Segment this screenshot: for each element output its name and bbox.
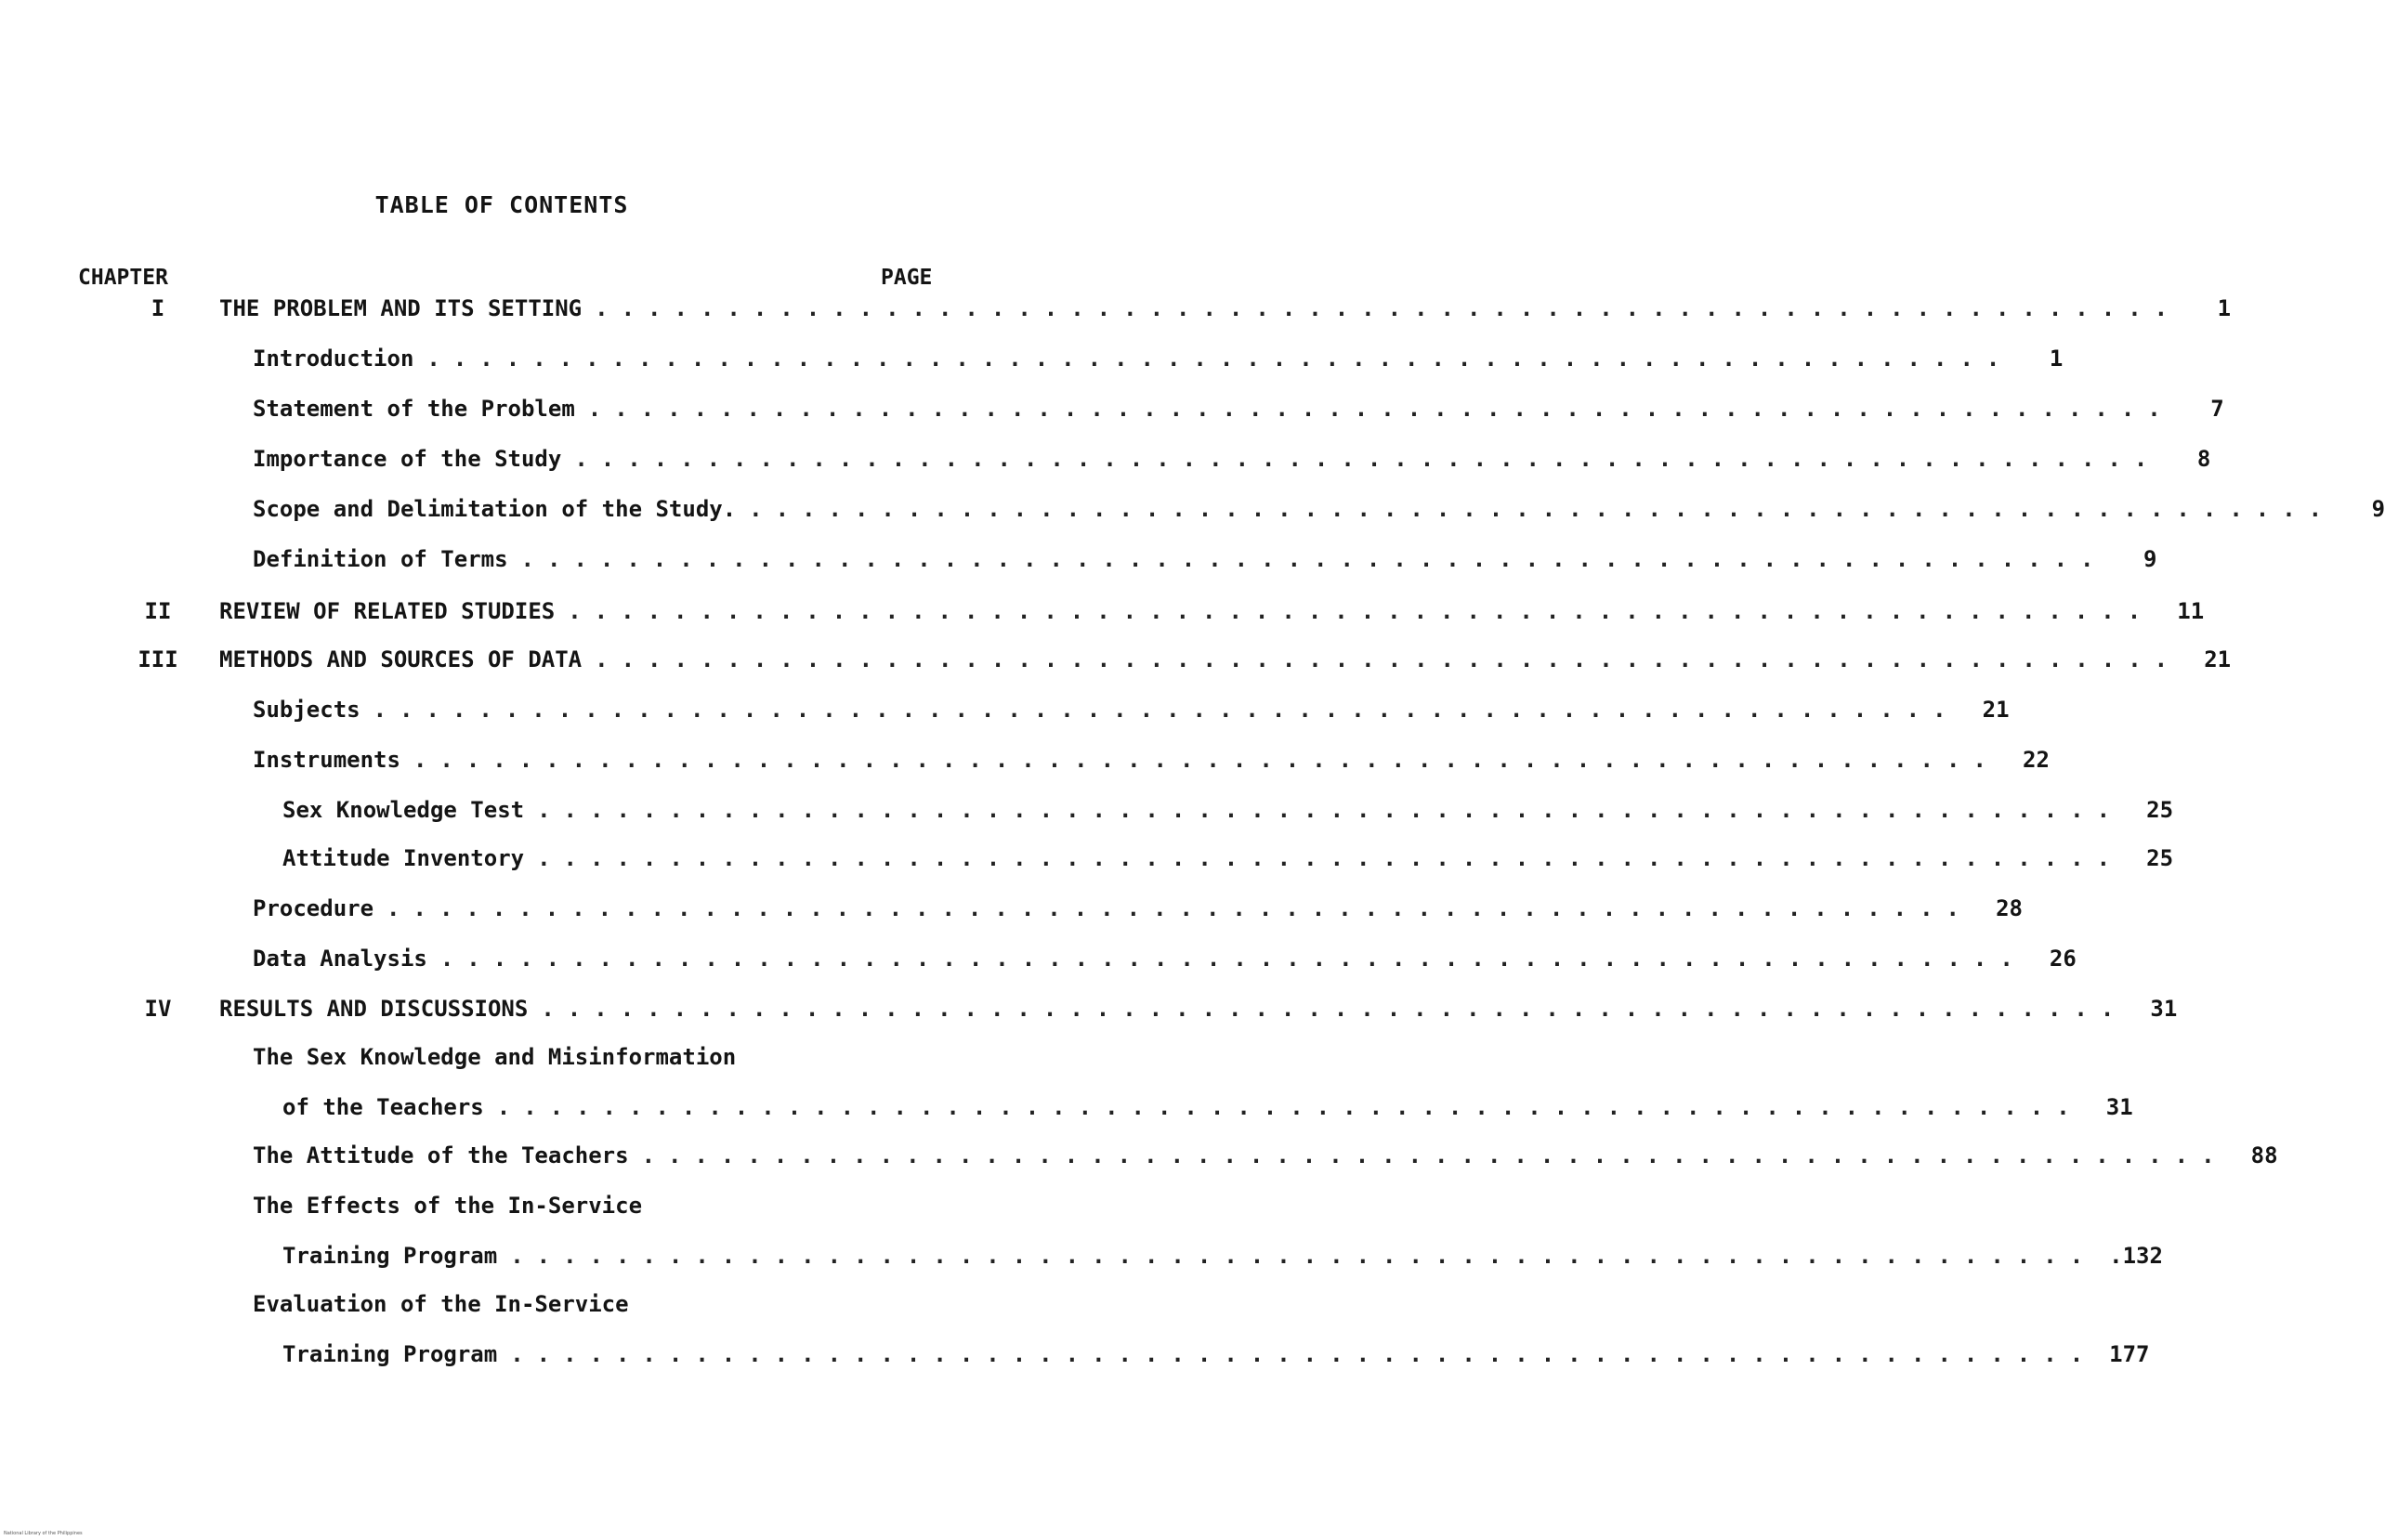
toc-row (0, 845, 2174, 882)
toc-page-number: 9 (2143, 546, 2157, 572)
toc-row (0, 496, 2385, 533)
toc-row (0, 646, 2232, 684)
dot-leader: ............................................................ (537, 797, 2124, 823)
dot-leader: ............................................................ (439, 946, 2026, 972)
dot-leader: ............................................................ (595, 295, 2182, 321)
toc-row (0, 697, 2010, 734)
toc-row (0, 1044, 929, 1081)
toc-entry-label: Sex Knowledge Test (282, 797, 525, 823)
toc-row (0, 1142, 2278, 1180)
chapter-number: II (144, 598, 172, 624)
toc-entry-label: Definition of Terms (253, 546, 508, 572)
toc-entry-label: of the Teachers (282, 1094, 484, 1120)
toc-row (0, 546, 2157, 583)
chapter-number: IV (144, 996, 172, 1022)
toc-row (0, 946, 2077, 983)
chapter-column-header: CHAPTER (78, 266, 168, 290)
chapter-number: III (138, 646, 178, 672)
toc-page-number: 1 (2049, 346, 2064, 372)
toc-page-number: 21 (2204, 646, 2232, 672)
toc-entry-label: Attitude Inventory (282, 845, 525, 871)
toc-page-number: 31 (2150, 996, 2178, 1022)
toc-row (0, 747, 2050, 784)
page-column-header: PAGE (881, 266, 933, 290)
toc-row (0, 1094, 2133, 1131)
toc-page-number: 26 (2049, 946, 2077, 972)
toc-row (0, 446, 2211, 483)
footer-text: National Library of the Philippines (4, 1531, 83, 1536)
toc-entry-label: Training Program (282, 1243, 498, 1269)
toc-entry-label: Procedure (253, 895, 374, 921)
toc-page-number: 31 (2105, 1094, 2133, 1120)
toc-row (0, 598, 2205, 635)
toc-page-number: 28 (1996, 895, 2023, 921)
toc-entry-label: Scope and Delimitation of the Study. (253, 496, 737, 522)
dot-leader: ............................................................ (426, 346, 2013, 372)
dot-leader: ............................................................ (541, 996, 2128, 1022)
toc-entry-label: Evaluation of the In-Service (253, 1291, 629, 1317)
toc-page-number: .132 (2109, 1243, 2163, 1269)
dot-leader: ............................................................ (568, 598, 2155, 624)
toc-row (0, 895, 2023, 933)
toc-row (0, 295, 2232, 333)
toc-page-number: 9 (2371, 496, 2385, 522)
toc-row (0, 1341, 2150, 1378)
toc-row (0, 797, 2174, 834)
toc-page-number: 25 (2146, 845, 2174, 871)
toc-entry-label: Introduction (253, 346, 414, 372)
toc-page-number: 21 (1982, 697, 2010, 723)
chapter-number: I (151, 295, 165, 321)
toc-entry-label: REVIEW OF RELATED STUDIES (219, 598, 556, 624)
toc-entry-label: The Attitude of the Teachers (253, 1142, 629, 1168)
dot-leader: ............................................................ (587, 396, 2174, 422)
toc-entry-label: The Sex Knowledge and Misinformation (253, 1044, 737, 1070)
page-title: TABLE OF CONTENTS (374, 191, 629, 218)
toc-entry-label: Subjects (253, 697, 360, 723)
toc-row (0, 396, 2224, 433)
dot-leader: ............................................................ (510, 1341, 2097, 1367)
dot-leader: ............................................................ (574, 446, 2161, 472)
toc-entry-label: METHODS AND SOURCES OF DATA (219, 646, 583, 672)
dot-leader: ............................................................ (510, 1243, 2097, 1269)
dot-leader: ............................................................ (537, 845, 2124, 871)
toc-page-number: 11 (2177, 598, 2205, 624)
toc-entry-label: Training Program (282, 1341, 498, 1367)
toc-page-number: 22 (2023, 747, 2050, 773)
dot-leader: ............................................................ (496, 1094, 2083, 1120)
toc-row (0, 1193, 929, 1230)
dot-leader: ............................................................ (373, 697, 1959, 723)
toc-page-number: 8 (2196, 446, 2211, 472)
toc-row (0, 1291, 929, 1328)
toc-entry-label: THE PROBLEM AND ITS SETTING (219, 295, 583, 321)
toc-page-number: 177 (2109, 1341, 2150, 1367)
toc-page-number: 88 (2250, 1142, 2278, 1168)
toc-row (0, 996, 2178, 1033)
dot-leader: ............................................................ (520, 546, 2107, 572)
toc-entry-label: Instruments (253, 747, 400, 773)
toc-page-number: 25 (2146, 797, 2174, 823)
toc-entry-label: RESULTS AND DISCUSSIONS (219, 996, 529, 1022)
toc-row (0, 1243, 2163, 1280)
toc-entry-label: Statement of the Problem (253, 396, 575, 422)
dot-leader: ............................................................ (641, 1142, 2228, 1168)
toc-row (0, 346, 2064, 383)
toc-entry-label: The Effects of the In-Service (253, 1193, 643, 1219)
dot-leader: ............................................................ (595, 646, 2182, 672)
toc-entry-label: Data Analysis (253, 946, 427, 972)
toc-page-number: 7 (2210, 396, 2224, 422)
dot-leader: ............................................................ (749, 496, 2336, 522)
dot-leader: ............................................................ (413, 747, 1999, 773)
toc-entry-label: Importance of the Study (253, 446, 562, 472)
toc-page-number: 1 (2217, 295, 2232, 321)
dot-leader: ............................................................ (387, 895, 1972, 921)
